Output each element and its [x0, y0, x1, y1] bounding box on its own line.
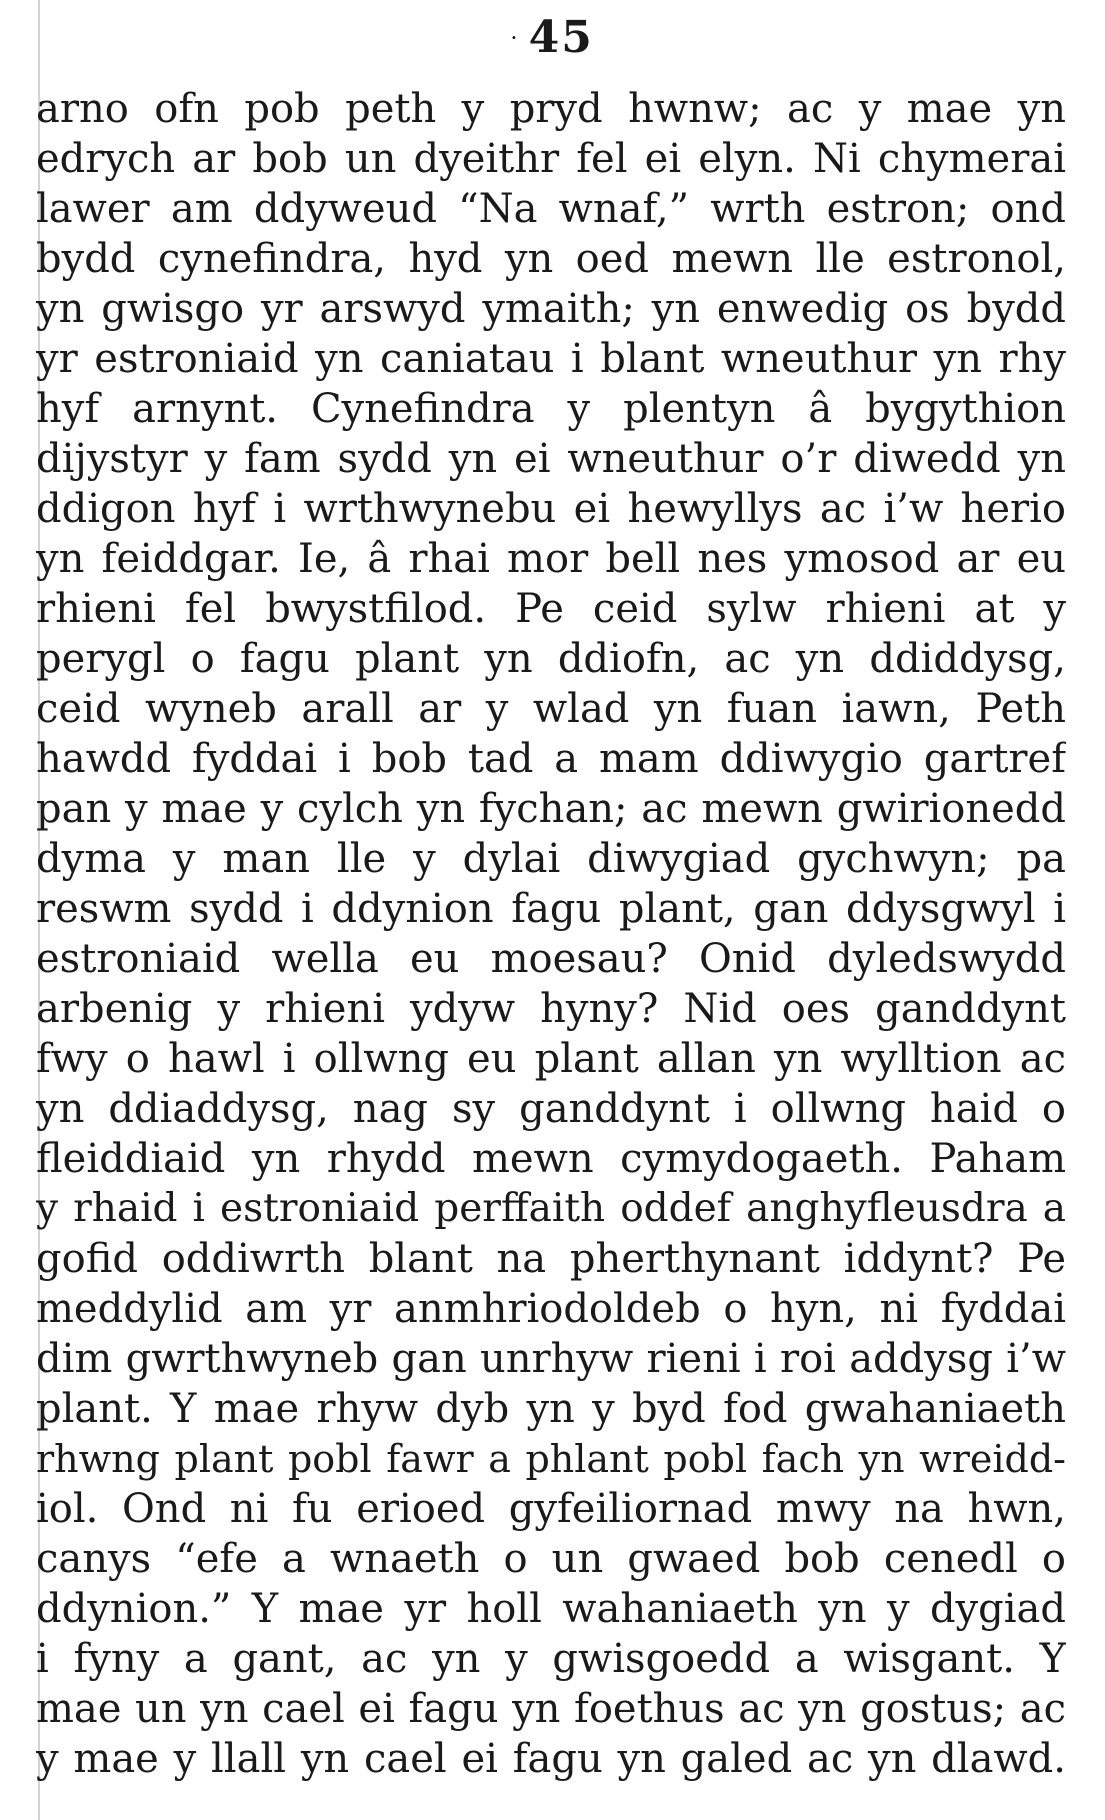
page-number-value: 45	[528, 12, 594, 63]
text-line: iol. Ond ni fu erioed gyfeiliornad mwy na hwn,	[36, 1486, 1066, 1532]
text-line: i fyny a gant, ac yn y gwisgoedd a wisgant. Y	[36, 1636, 1066, 1682]
text-line: plant. Y mae rhyw dyb yn y byd fod gwahaniaeth	[36, 1386, 1066, 1432]
body-text	[36, 84, 1066, 1784]
text-line: yn feiddgar. Ie, â rhai mor bell nes ymosod ar eu	[36, 536, 1066, 582]
text-line: bydd cynefindra, hyd yn oed mewn lle estronol,	[36, 236, 1066, 282]
text-line: lawer am ddyweud “Na wnaf,” wrth estron; ond	[36, 186, 1066, 232]
text-line: fwy o hawl i ollwng eu plant allan yn wylltion ac	[36, 1036, 1066, 1082]
text-line: ddynion.” Y mae yr holl wahaniaeth yn y dygiad	[36, 1586, 1066, 1632]
text-line: reswm sydd i ddynion fagu plant, gan ddysgwyl i	[36, 886, 1066, 932]
text-line: hyf arnynt. Cynefindra y plentyn â bygythion	[36, 386, 1066, 432]
text-line: rhwng plant pobl fawr a phlant pobl fach yn wreidd-	[36, 1437, 1066, 1481]
text-line: ceid wyneb arall ar y wlad yn fuan iawn, Peth	[36, 686, 1066, 732]
page-number	[0, 8, 1105, 68]
text-line: pan y mae y cylch yn fychan; ac mewn gwirionedd	[36, 786, 1066, 832]
text-line: arno ofn pob peth y pryd hwnw; ac y mae yn	[36, 86, 1066, 132]
text-line: dyma y man lle y dylai diwygiad gychwyn; pa	[36, 836, 1066, 882]
text-line: estroniaid wella eu moesau? Onid dyledswydd	[36, 936, 1066, 982]
text-line: canys “efe a wnaeth o un gwaed bob cenedl o	[36, 1536, 1066, 1582]
page-number-mark: ·	[511, 28, 519, 47]
text-line: edrych ar bob un dyeithr fel ei elyn. Ni chymerai	[36, 136, 1066, 182]
text-line: y rhaid i estroniaid perffaith oddef anghyfleusdra a	[36, 1186, 1066, 1231]
text-line: dim gwrthwyneb gan unrhyw rieni i roi addysg i’w	[36, 1336, 1066, 1382]
text-line: perygl o fagu plant yn ddiofn, ac yn ddiddysg,	[36, 636, 1066, 682]
text-line: y mae y llall yn cael ei fagu yn galed ac yn dlawd.	[36, 1736, 1066, 1782]
text-line: arbenig y rhieni ydyw hyny? Nid oes ganddynt	[36, 986, 1066, 1032]
text-line: meddylid am yr anmhriodoldeb o hyn, ni fyddai	[36, 1286, 1066, 1332]
text-line: rhieni fel bwystfilod. Pe ceid sylw rhieni at y	[36, 586, 1066, 632]
text-line: yn gwisgo yr arswyd ymaith; yn enwedig os bydd	[36, 286, 1066, 332]
text-line: gofid oddiwrth blant na pherthynant iddynt? Pe	[36, 1236, 1066, 1282]
text-line: hawdd fyddai i bob tad a mam ddiwygio gartref	[36, 736, 1066, 782]
text-line: mae un yn cael ei fagu yn foethus ac yn gostus; ac	[36, 1686, 1066, 1732]
text-line: yn ddiaddysg, nag sy ganddynt i ollwng haid o	[36, 1086, 1066, 1132]
text-line: yr estroniaid yn caniatau i blant wneuthur yn rhy	[36, 336, 1066, 382]
text-line: ddigon hyf i wrthwynebu ei hewyllys ac i’w herio	[36, 486, 1066, 532]
text-line: dijystyr y fam sydd yn ei wneuthur o’r diwedd yn	[36, 436, 1066, 482]
text-line: fleiddiaid yn rhydd mewn cymydogaeth. Paham	[36, 1136, 1066, 1182]
